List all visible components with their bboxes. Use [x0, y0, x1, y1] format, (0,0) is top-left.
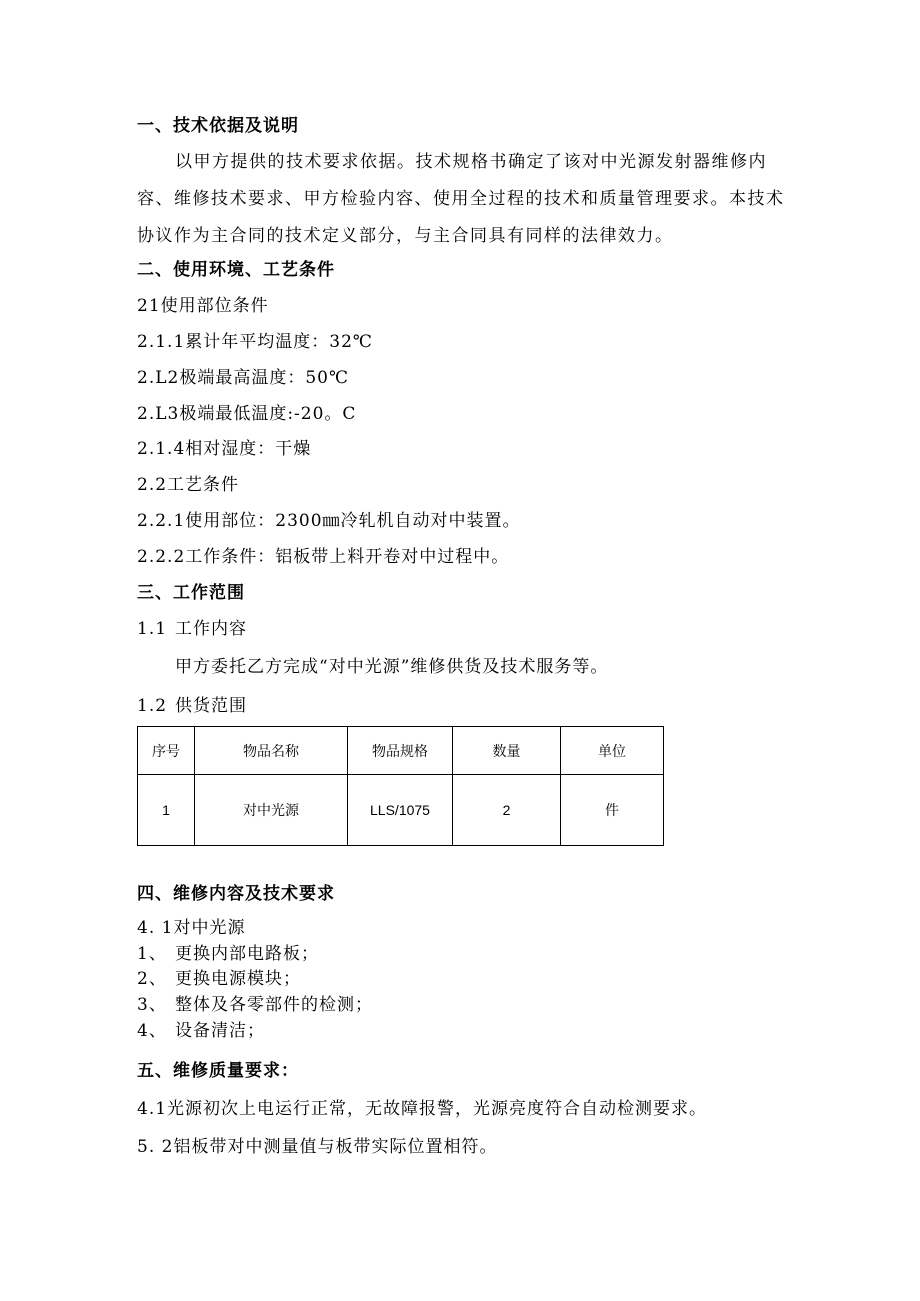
quality-item-text: 光源初次上电运行正常，无故障报警，光源亮度符合自动检测要求。 — [167, 1099, 707, 1119]
sub-2-number: 1.2 — [137, 696, 168, 716]
list-item-text: 更换电源模块； — [175, 969, 301, 989]
sub-1-title: 工作内容 — [175, 619, 247, 639]
condition-item: 2.L3极端最低温度:-20。C — [137, 404, 357, 424]
quality-item: 5. 2铝板带对中测量值与板带实际位置相符。 — [137, 1137, 498, 1157]
section-2-sub-2: 2.2工艺条件 — [137, 475, 240, 495]
section-2-heading: 二、使用环境、工艺条件 — [137, 260, 335, 280]
list-item-text: 整体及各零部件的检测； — [175, 995, 373, 1015]
table-cell: 2 — [453, 775, 561, 846]
quality-item-number: 4.1 — [137, 1099, 168, 1119]
list-item-number: 3、 — [137, 995, 167, 1015]
supply-table — [137, 726, 664, 846]
section-5-heading: 五、维修质量要求： — [137, 1061, 299, 1081]
condition-item: 2.1.4相对湿度：干燥 — [137, 439, 312, 459]
table-cell: 对中光源 — [195, 775, 348, 846]
list-item — [137, 944, 319, 964]
section-2-sub-1: 21使用部位条件 — [137, 296, 269, 316]
process-item: 2.2.2工作条件：铝板带上料开卷对中过程中。 — [137, 547, 510, 567]
table-header-cell: 单位 — [561, 727, 664, 775]
table-row — [138, 775, 664, 846]
table-cell: LLS/1075 — [348, 775, 453, 846]
section-1-heading: 一、技术依据及说明 — [137, 116, 299, 136]
table-header-row — [138, 727, 664, 775]
table-header-cell: 序号 — [138, 727, 195, 775]
section-1-paragraph — [137, 144, 797, 255]
list-item — [137, 1021, 265, 1041]
section-4-heading: 四、维修内容及技术要求 — [137, 884, 335, 904]
list-item-text: 设备清洁； — [175, 1021, 265, 1041]
section-4-sub: 4. 1对中光源 — [137, 918, 246, 938]
table-cell: 1 — [138, 775, 195, 846]
sub-1-number: 1.1 — [137, 619, 168, 639]
table-header-cell: 物品规格 — [348, 727, 453, 775]
condition-item: 2.1.1累计年平均温度：32℃ — [137, 332, 373, 352]
section-1-paragraph-text: 以甲方提供的技术要求依据。技术规格书确定了该对中光源发射器维修内容、维修技术要求、甲方检验内容、使用全过程的技术和质量管理要求。本技术协议作为主合同的技术定义部分，与主合同具有同样的法律效力。 — [137, 152, 785, 246]
table-header-cell: 物品名称 — [195, 727, 348, 775]
sub-2-title: 供货范围 — [175, 696, 247, 716]
list-item-number: 4、 — [137, 1021, 167, 1041]
list-item-number: 1、 — [137, 944, 167, 964]
list-item-text: 更换内部电路板； — [175, 944, 319, 964]
table-cell: 件 — [561, 775, 664, 846]
table-header-cell: 数量 — [453, 727, 561, 775]
section-3-sub-2 — [137, 696, 247, 716]
condition-item: 2.L2极端最高温度：50℃ — [137, 368, 349, 388]
list-item-number: 2、 — [137, 969, 167, 989]
section-3-heading: 三、工作范围 — [137, 583, 245, 603]
quality-item — [137, 1099, 707, 1119]
process-item: 2.2.1使用部位：2300㎜冷轧机自动对中装置。 — [137, 511, 521, 531]
section-3-sub-1-text: 甲方委托乙方完成“对中光源”维修供货及技术服务等。 — [175, 657, 609, 677]
list-item — [137, 969, 301, 989]
section-3-sub-1 — [137, 619, 247, 639]
list-item — [137, 995, 373, 1015]
